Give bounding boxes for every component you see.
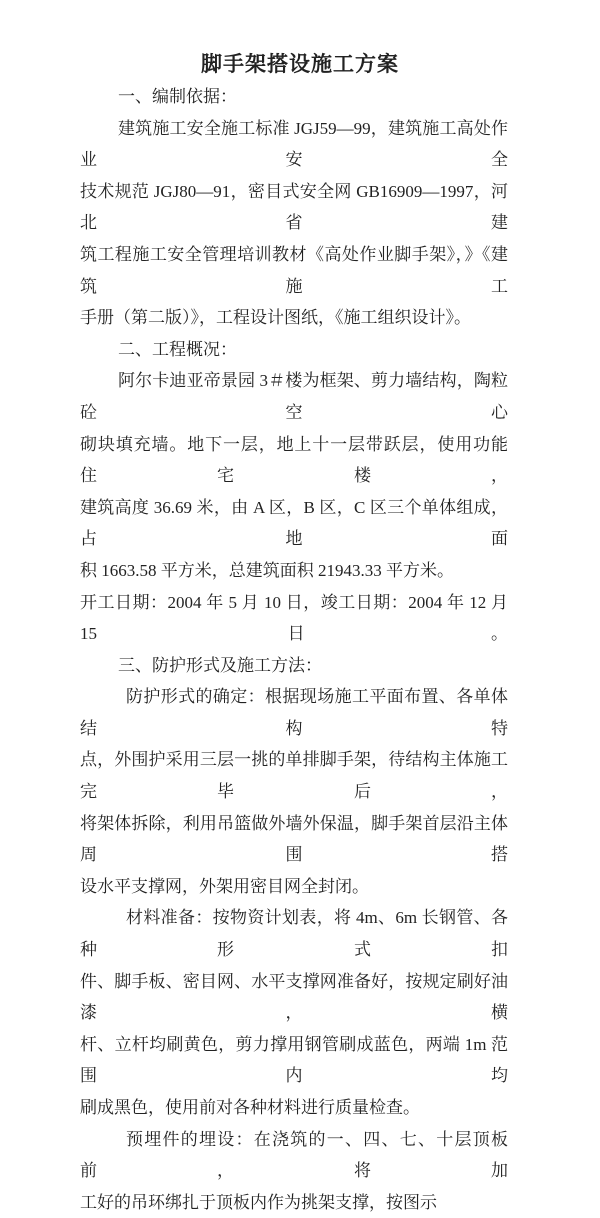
paragraph-line: 设水平支撑网，外架用密目网全封闭。 — [80, 876, 369, 896]
dates-line: 开工日期：2004 年 5 月 10 日，竣工日期：2004 年 12 月 15 日。 — [80, 592, 508, 644]
document-body — [80, 81, 508, 1218]
paragraph-line: 点，外围护采用三层一挑的单排脚手架，待结构主体施工完毕后， — [80, 750, 508, 802]
paragraph-line: 筑工程施工安全管理培训教材《高处作业脚手架》，》《建筑施工 — [80, 244, 508, 296]
paragraph-line: 材料准备：按物资计划表，将 4m、6m 长钢管、各种形式扣 — [80, 908, 508, 960]
paragraph-line: 将架体拆除，利用吊篮做外墙外保温，脚手架首层沿主体周围搭 — [80, 813, 508, 865]
paragraph-line: 预埋件的埋设：在浇筑的一、四、七、十层顶板前，将加 — [80, 1129, 508, 1181]
paragraph-line: 建筑施工安全施工标准 JGJ59—99，建筑施工高处作业安全 — [80, 118, 508, 170]
paragraph-line: 技术规范 JGJ80—91，密目式安全网 GB16909—1997，河北省建 — [80, 181, 508, 233]
section-heading: 二、工程概况： — [118, 339, 237, 359]
paragraph-line: 阿尔卡迪亚帝景园 3＃楼为框架、剪力墙结构，陶粒砼空心 — [80, 371, 508, 422]
paragraph-line: 刷成黑色，使用前对各种材料进行质量检查。 — [80, 1098, 420, 1117]
paragraph-line: 杆、立杆均刷黄色，剪力撑用钢管刷成蓝色，两端 1m 范围内均 — [80, 1034, 508, 1086]
paragraph-line: 件、脚手板、密目网、水平支撑网准备好，按规定刷好油漆，横 — [80, 971, 508, 1023]
paragraph-line: 砌块填充墙。地下一层，地上十一层带跃层，使用功能 住宅楼， — [80, 434, 508, 486]
paragraph-line: 手册（第二版）》，工程设计图纸，《施工组织设计》。 — [80, 308, 471, 328]
section-heading: 三、防护形式及施工方法： — [118, 655, 322, 675]
section-heading: 一、编制依据： — [118, 87, 237, 106]
paragraph-line: 积 1663.58 平方米，总建筑面积 21943.33 平方米。 — [80, 560, 454, 580]
paragraph-line: 防护形式的确定：根据现场施工平面布置、各单体结构特 — [80, 687, 508, 738]
paragraph-line: 工好的吊环绑扎于顶板内作为挑架支撑，按图示 — [80, 1192, 437, 1212]
document-title: 脚手架搭设施工方案 — [201, 52, 399, 76]
paragraph-line: 建筑高度 36.69 米，由 A 区，B 区，C 区三个单体组成，占地面 — [80, 497, 508, 549]
